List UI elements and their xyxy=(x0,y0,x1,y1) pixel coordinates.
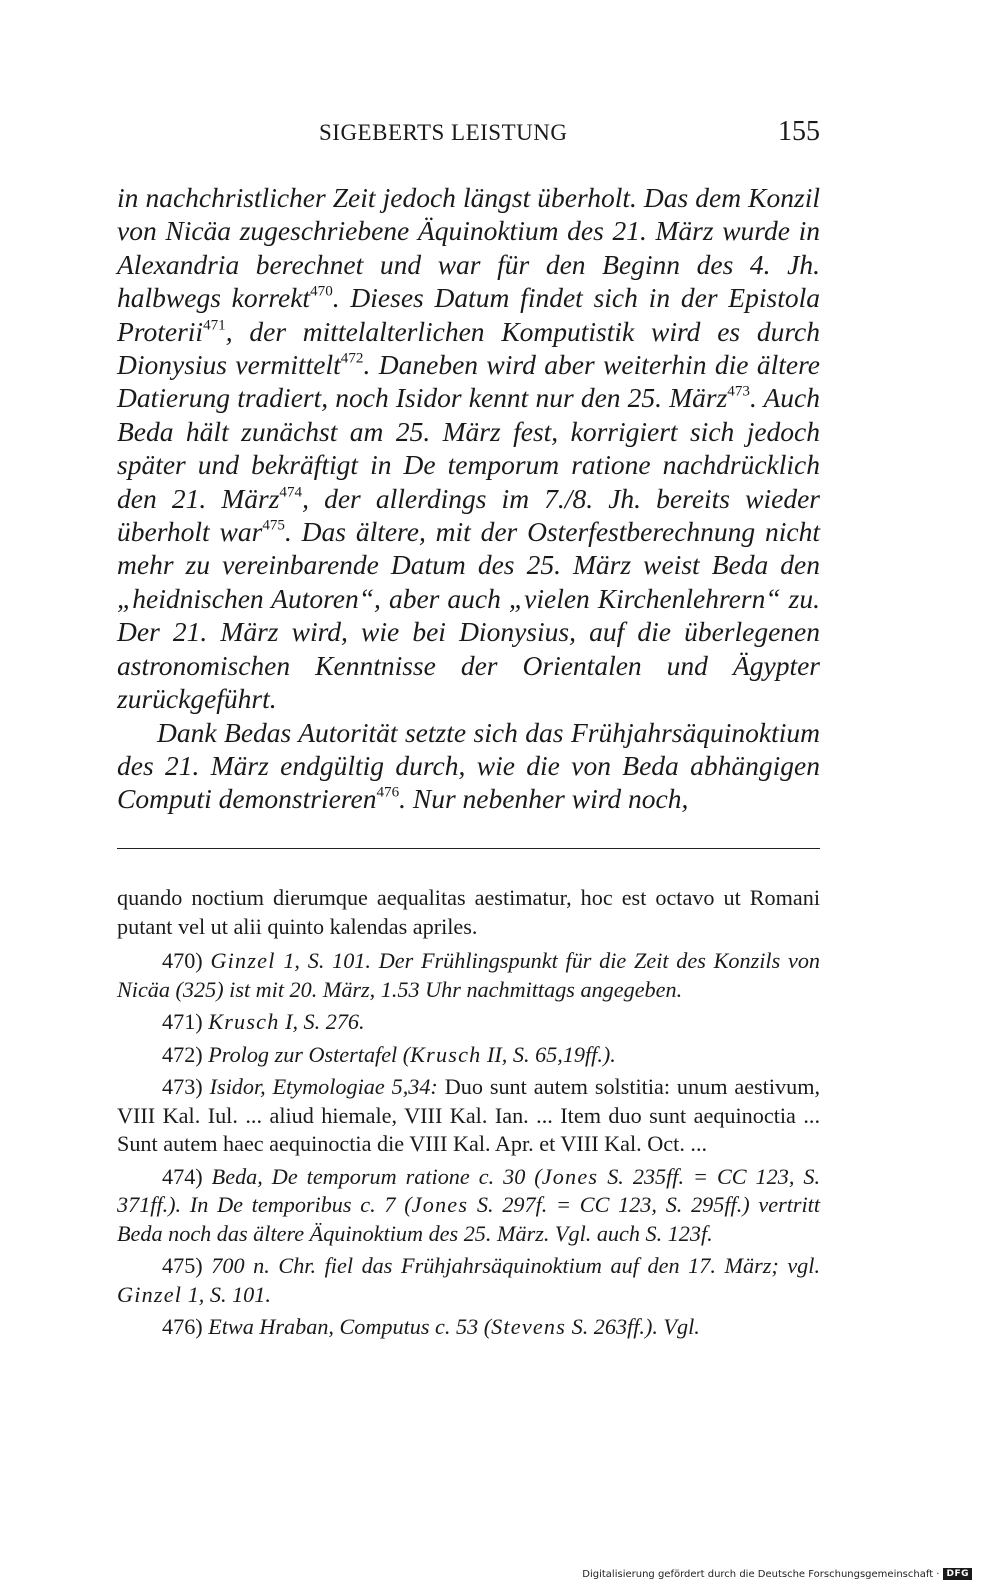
footnote-text: Beda, De temporum ratione c. 30 ( xyxy=(211,1163,542,1189)
footnote-ref-476[interactable]: 476 xyxy=(376,784,400,801)
footnote-ref-472[interactable]: 472 xyxy=(340,350,364,367)
author-ref: Krusch xyxy=(208,1009,280,1034)
footnote-text: 700 n. Chr. fiel das Frühjahrsäquinoktium auf den 17. März; vgl. xyxy=(211,1253,820,1278)
dfg-logo: DFG xyxy=(943,1568,972,1580)
author-ref: Jones xyxy=(541,1163,599,1189)
text-segment: . Nur nebenher wird noch, xyxy=(399,783,689,815)
text-segment: . Daneben wird aber weiterhin die ältere Datierung tradiert, noch Isidor kennt nur den 25. März xyxy=(117,349,820,414)
text-segment: . Auch Beda hält zunächst am 25. März fest, korrigiert sich jedoch später und bekräftigt in De temporum ratione nachdrücklich den 21. März xyxy=(117,382,820,514)
footnote-ref-473[interactable]: 473 xyxy=(727,384,750,401)
footnote-continuation: quando noctium dierumque aequalitas aestimatur, hoc est octavo ut Romani putant vel ut alii quinto kalendas apriles. xyxy=(117,885,820,939)
footnote-number: 473) xyxy=(162,1074,203,1099)
footnote-ref-475[interactable]: 475 xyxy=(262,517,285,534)
footnote-ref-474[interactable]: 474 xyxy=(279,484,303,501)
footnote-text: S. 263ff.). Vgl. xyxy=(566,1314,700,1339)
page-header xyxy=(117,116,820,156)
footnote-472 xyxy=(117,1041,820,1070)
footnote-471 xyxy=(117,1008,820,1037)
footnote-473 xyxy=(117,1073,820,1159)
digitization-credit xyxy=(582,1566,972,1582)
footnote-474 xyxy=(117,1163,820,1249)
footnote-text: S. 235ff. = CC 123, S. 371ff.). In De temporibus c. 7 ( xyxy=(117,1163,821,1217)
text-segment: . Dieses Datum findet sich in der Epistola Proterii xyxy=(117,282,820,347)
paragraph-1 xyxy=(117,181,820,716)
footnote-number: 472) xyxy=(162,1041,203,1067)
footnote-number: 474) xyxy=(162,1163,203,1189)
paragraph-2 xyxy=(117,716,820,816)
credit-text: Digitalisierung gefördert durch die Deutsche Forschungsgemeinschaft · xyxy=(582,1568,940,1580)
footnote-text: 1, S. 101. Der Frühlingspunkt für die Zeit des Konzils von Nicäa (325) ist mit 20. März, 1.53 Uhr nachmittags angegeben. xyxy=(117,948,821,1002)
author-ref: Ginzel xyxy=(117,1281,183,1307)
footnote-text: Etwa Hraban, Computus c. 53 ( xyxy=(208,1314,492,1339)
text-segment: . Das ältere, mit der Osterfestberechnung nicht mehr zu vereinbarende Datum des 25. März weist Beda den „heidnischen Autoren“, aber auch „vielen Kirchenlehrern“ zu. Der 21. März wird, wie bei Dionysius, auf die überlegenen astronomischen Kenntnisse der Orientalen und Ägypter zurückgeführt. xyxy=(117,516,820,715)
author-ref: Jones xyxy=(411,1192,469,1217)
footnote-ref-470[interactable]: 470 xyxy=(310,283,333,300)
footnote-number: 470) xyxy=(162,948,203,973)
author-ref: Stevens xyxy=(491,1314,567,1339)
footnote-quote: Duo sunt autem solstitia: unum aestivum, VIII Kal. Iul. ... aliud hiemale, VIII Kal. Ian. ... Item duo sunt aequinoctia ... Sunt autem haec aequinoctia die VIII Kal. Apr. et VIII Kal. Oct. ... xyxy=(117,1074,821,1156)
text-segment: Dank Bedas Autorität setzte sich das Frühjahrsäquinoktium des 21. März endgültig durch, wie die von Beda abhängigen Computi demonstrieren xyxy=(117,716,820,815)
author-ref: Ginzel xyxy=(210,948,276,973)
running-head: SIGEBERTS LEISTUNG xyxy=(319,120,568,145)
footnotes xyxy=(117,884,820,1346)
footnote-separator xyxy=(117,848,820,849)
footnote-text: II, S. 65,19ff.). xyxy=(481,1041,616,1067)
footnote-text: I, S. 276. xyxy=(279,1009,365,1034)
main-text xyxy=(117,181,820,816)
footnote-ref-471[interactable]: 471 xyxy=(203,317,226,334)
footnote-text: Prolog zur Ostertafel ( xyxy=(208,1041,411,1067)
author-ref: Krusch xyxy=(410,1041,482,1067)
footnote-text: 1, S. 101. xyxy=(182,1281,271,1307)
text-segment: , der allerdings im 7./8. Jh. bereits wieder überholt war xyxy=(117,482,820,548)
footnote-470 xyxy=(117,947,820,1004)
text-segment: , der mittelalterlichen Komputistik wird es durch Dionysius vermittelt xyxy=(117,315,820,381)
footnote-number: 475) xyxy=(162,1253,203,1278)
text-segment: in nachchristlicher Zeit jedoch längst überholt. Das dem Konzil von Nicäa zugeschriebene Äquinoktium des 21. März wurde in Alexandria berechnet und war für den Beginn des 4. Jh. halbwegs korrekt xyxy=(117,182,820,314)
footnote-475 xyxy=(117,1252,820,1309)
page-number: 155 xyxy=(778,116,820,147)
footnote-number: 476) xyxy=(162,1314,203,1339)
footnote-476 xyxy=(117,1313,820,1342)
footnote-source: Isidor, Etymologiae 5,34: xyxy=(209,1074,438,1099)
footnote-text: S. 297f. = CC 123, S. 295ff.) vertritt Beda noch das ältere Äquinoktium des 25. März. Vgl. auch S. 123f. xyxy=(117,1192,821,1246)
footnote-number: 471) xyxy=(162,1009,203,1034)
